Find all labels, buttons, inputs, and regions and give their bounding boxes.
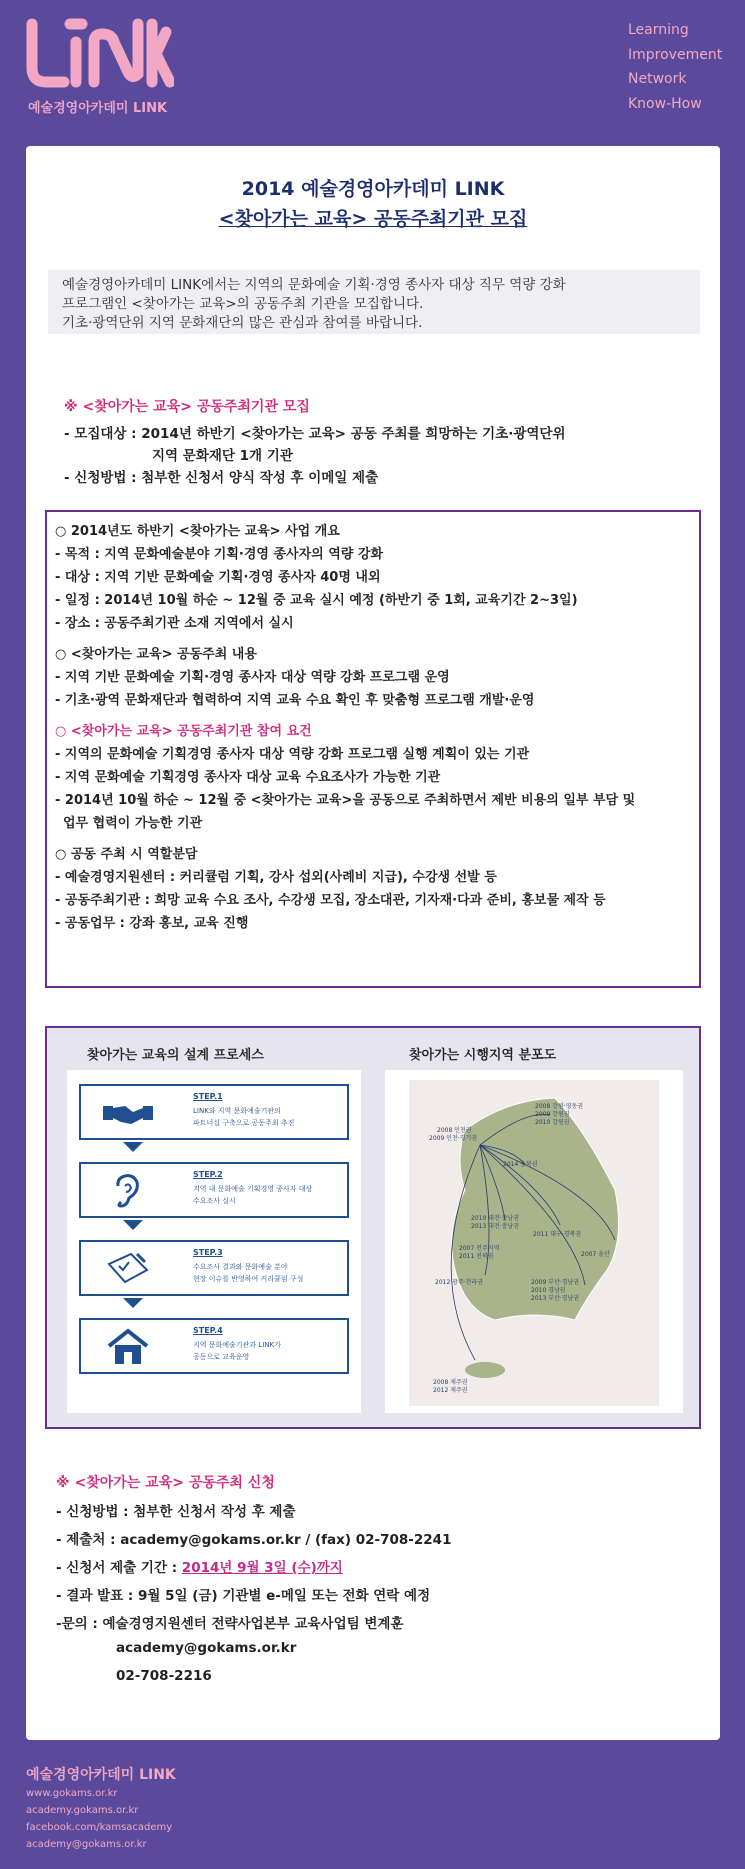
map-label: 2014 충북권 bbox=[503, 1161, 538, 1168]
step-desc-line: 수요조사 결과와 문화예술 분야 bbox=[193, 1263, 288, 1271]
map-label: 2009 강원권 bbox=[535, 1111, 570, 1118]
content-card bbox=[26, 146, 720, 1740]
tagline bbox=[628, 18, 722, 116]
requirement-heading: ○ <찾아가는 교육> 공동주최기관 참여 요건 bbox=[55, 724, 312, 739]
logo-subtitle: 예술경영아카데미 LINK bbox=[28, 101, 168, 116]
footer-name: 예술경영아카데미 LINK bbox=[26, 1767, 176, 1783]
step-desc bbox=[193, 1261, 345, 1285]
map-label: 2010 강원권 bbox=[535, 1119, 570, 1126]
intro-line: 프로그램인 <찾아가는 교육>의 공동주최 기관을 모집합니다. bbox=[62, 296, 424, 312]
map-label: 2013 부산·경남권 bbox=[531, 1295, 580, 1302]
map-label: 2007 울산 bbox=[581, 1251, 610, 1258]
overview-line: - 일정 : 2014년 10월 하순 ~ 12월 중 교육 실시 예정 (하반기 중 1회, 교육기간 2~3일) bbox=[55, 593, 578, 608]
region-map-panel bbox=[385, 1070, 683, 1413]
step-3 bbox=[79, 1240, 349, 1296]
map-label: 2011 전북권 bbox=[459, 1253, 494, 1260]
tagline-knowhow: Know-How bbox=[628, 95, 702, 112]
apply-submit: - 제출처 : academy@gokams.or.kr / (fax) 02-708-2241 bbox=[56, 1532, 452, 1548]
checklist-icon bbox=[101, 1250, 155, 1288]
step-title: STEP.4 bbox=[193, 1326, 223, 1335]
step-desc-line: 수요조사 실시 bbox=[193, 1197, 236, 1205]
map-label: 2012 광주·전라권 bbox=[435, 1279, 484, 1286]
apply-result: - 결과 발표 : 9월 5일 (금) 기관별 e-메일 또는 전화 연락 예정 bbox=[56, 1588, 431, 1604]
jeju-shape bbox=[465, 1362, 505, 1378]
process-panel bbox=[67, 1070, 361, 1413]
recruit-target: - 모집대상 : 2014년 하반기 <찾아가는 교육> 공동 주최를 희망하는 기초·광역단위 bbox=[64, 426, 566, 442]
overview-line: - 목적 : 지역 문화예술분야 기획·경영 종사자의 역량 강화 bbox=[55, 547, 384, 562]
role-line: - 공동주최기관 : 희망 교육 수요 조사, 수강생 모집, 장소대관, 기자재·다과 준비, 홍보물 제작 등 bbox=[55, 893, 606, 908]
page-title: 2014 예술경영아카데미 LINK bbox=[241, 178, 505, 200]
step-desc-line: 지역 내 문화예술 기획경영 종사자 대상 bbox=[193, 1185, 313, 1193]
requirement-line: - 지역 문화예술 기획경영 종사자 대상 교육 수요조사가 가능한 기관 bbox=[55, 770, 441, 785]
apply-deadline bbox=[56, 1556, 343, 1576]
map-label: 2010 경남권 bbox=[531, 1287, 566, 1294]
map-label: 2009 인천·경기권 bbox=[429, 1135, 478, 1142]
map-label: 2010 대전·충남권 bbox=[471, 1215, 520, 1222]
step-desc-line: 공동으로 교육운영 bbox=[193, 1353, 250, 1361]
recruit-heading: ※ <찾아가는 교육> 공동주최기관 모집 bbox=[64, 399, 310, 415]
overview-line: - 대상 : 지역 기반 문화예술 기획·경영 종사자 40명 내외 bbox=[55, 570, 381, 585]
content-heading: ○ <찾아가는 교육> 공동주최 내용 bbox=[55, 647, 257, 662]
tagline-learning: Learning bbox=[628, 22, 689, 38]
map-label: 2013 대전·충남권 bbox=[471, 1223, 520, 1230]
role-line: - 예술경영지원센터 : 커리큘럼 기획, 강사 섭외(사례비 지급), 수강생 선발 등 bbox=[55, 870, 497, 885]
step-desc-line: 지역 문화예술기관과 LINK가 bbox=[193, 1341, 281, 1349]
step-desc bbox=[193, 1105, 345, 1129]
overview-heading: ○ 2014년도 하반기 <찾아가는 교육> 사업 개요 bbox=[55, 524, 340, 539]
apply-heading: ※ <찾아가는 교육> 공동주최 신청 bbox=[56, 1475, 275, 1491]
step-title: STEP.1 bbox=[193, 1092, 223, 1101]
tagline-network: Network bbox=[628, 71, 687, 87]
map-label: 2009 부산·경남권 bbox=[531, 1279, 580, 1286]
step-4 bbox=[79, 1318, 349, 1374]
intro-box bbox=[48, 270, 700, 334]
step-desc-line: LINK와 지역 문화예술기관의 bbox=[193, 1107, 281, 1115]
recruit-method: - 신청방법 : 첨부한 신청서 양식 작성 후 이메일 제출 bbox=[64, 470, 379, 486]
step-title: STEP.3 bbox=[193, 1248, 223, 1257]
contact-phone: 02-708-2216 bbox=[116, 1668, 212, 1684]
process-title: 찾아가는 교육의 설계 프로세스 bbox=[87, 1048, 264, 1063]
deadline-label: - 신청서 제출 기간 : bbox=[56, 1560, 182, 1576]
ear-icon bbox=[101, 1172, 155, 1210]
intro-line: 예술경영아카데미 LINK에서는 지역의 문화예술 기획·경영 종사자 대상 직무 역량 강화 bbox=[62, 277, 566, 293]
footer-academy-site[interactable]: academy.gokams.or.kr bbox=[26, 1805, 139, 1816]
process-figure bbox=[45, 1026, 701, 1429]
deadline-value: 2014년 9월 3일 (수)까지 bbox=[181, 1560, 343, 1576]
step-2 bbox=[79, 1162, 349, 1218]
map-title: 찾아가는 시행지역 분포도 bbox=[409, 1048, 557, 1063]
map-label: 2011 대구·경북권 bbox=[533, 1231, 582, 1238]
map-label: 2008 제주권 bbox=[433, 1379, 468, 1386]
apply-contact: -문의 : 예술경영지원센터 전략사업본부 교육사업팀 변계훈 bbox=[56, 1616, 404, 1632]
map-label: 2008 인천권 bbox=[437, 1127, 472, 1134]
recruit-target-cont: 지역 문화재단 1개 기관 bbox=[152, 448, 293, 464]
footer-website[interactable]: www.gokams.or.kr bbox=[26, 1788, 118, 1799]
step-title: STEP.2 bbox=[193, 1170, 223, 1179]
requirement-line: 업무 협력이 가능한 기관 bbox=[63, 816, 203, 831]
house-icon bbox=[101, 1328, 155, 1366]
step-desc-line: 현장 이슈를 반영하여 커리큘럼 구성 bbox=[193, 1275, 304, 1283]
apply-method: - 신청방법 : 첨부한 신청서 작성 후 제출 bbox=[56, 1504, 296, 1520]
content-line: - 지역 기반 문화예술 기획·경영 종사자 대상 역량 강화 프로그램 운영 bbox=[55, 670, 450, 685]
step-arrow bbox=[123, 1142, 143, 1152]
content-line: - 기초·광역 문화재단과 협력하여 지역 교육 수요 확인 후 맞춤형 프로그램 개발·운영 bbox=[55, 693, 535, 708]
footer-facebook[interactable]: facebook.com/kamsacademy bbox=[26, 1822, 173, 1833]
step-desc-line: 파트너십 구축으로 공동주최 추진 bbox=[193, 1119, 295, 1127]
link-logo bbox=[24, 18, 174, 94]
map-label: 2008 강원·영동권 bbox=[535, 1103, 584, 1110]
step-1 bbox=[79, 1084, 349, 1140]
requirement-line: - 지역의 문화예술 기획경영 종사자 대상 역량 강화 프로그램 실행 계획이 있는 기관 bbox=[55, 747, 530, 762]
map-label: 2007 전주지역 bbox=[459, 1245, 500, 1252]
page-subtitle: <찾아가는 교육> 공동주최기관 모집 bbox=[218, 208, 528, 230]
step-arrow bbox=[123, 1220, 143, 1230]
intro-line: 기초·광역단위 지역 문화재단의 많은 관심과 참여를 바랍니다. bbox=[62, 315, 423, 331]
contact-email[interactable]: academy@gokams.or.kr bbox=[116, 1640, 297, 1656]
role-line: - 공동업무 : 강좌 홍보, 교육 진행 bbox=[55, 916, 249, 931]
overview-line: - 장소 : 공동주최기관 소재 지역에서 실시 bbox=[55, 616, 294, 631]
handshake-icon bbox=[101, 1094, 155, 1132]
overview-box bbox=[45, 510, 701, 988]
step-desc bbox=[193, 1183, 345, 1207]
korea-map bbox=[385, 1070, 683, 1413]
step-arrow bbox=[123, 1298, 143, 1308]
requirement-line: - 2014년 10월 하순 ~ 12월 중 <찾아가는 교육>을 공동으로 주최하면서 제반 비용의 일부 부담 및 bbox=[55, 793, 636, 808]
footer-email[interactable]: academy@gokams.or.kr bbox=[26, 1839, 147, 1850]
role-heading: ○ 공동 주최 시 역할분담 bbox=[55, 847, 198, 862]
step-desc bbox=[193, 1339, 345, 1363]
map-label: 2012 제주권 bbox=[433, 1387, 468, 1394]
tagline-improvement: Improvement bbox=[628, 46, 723, 63]
